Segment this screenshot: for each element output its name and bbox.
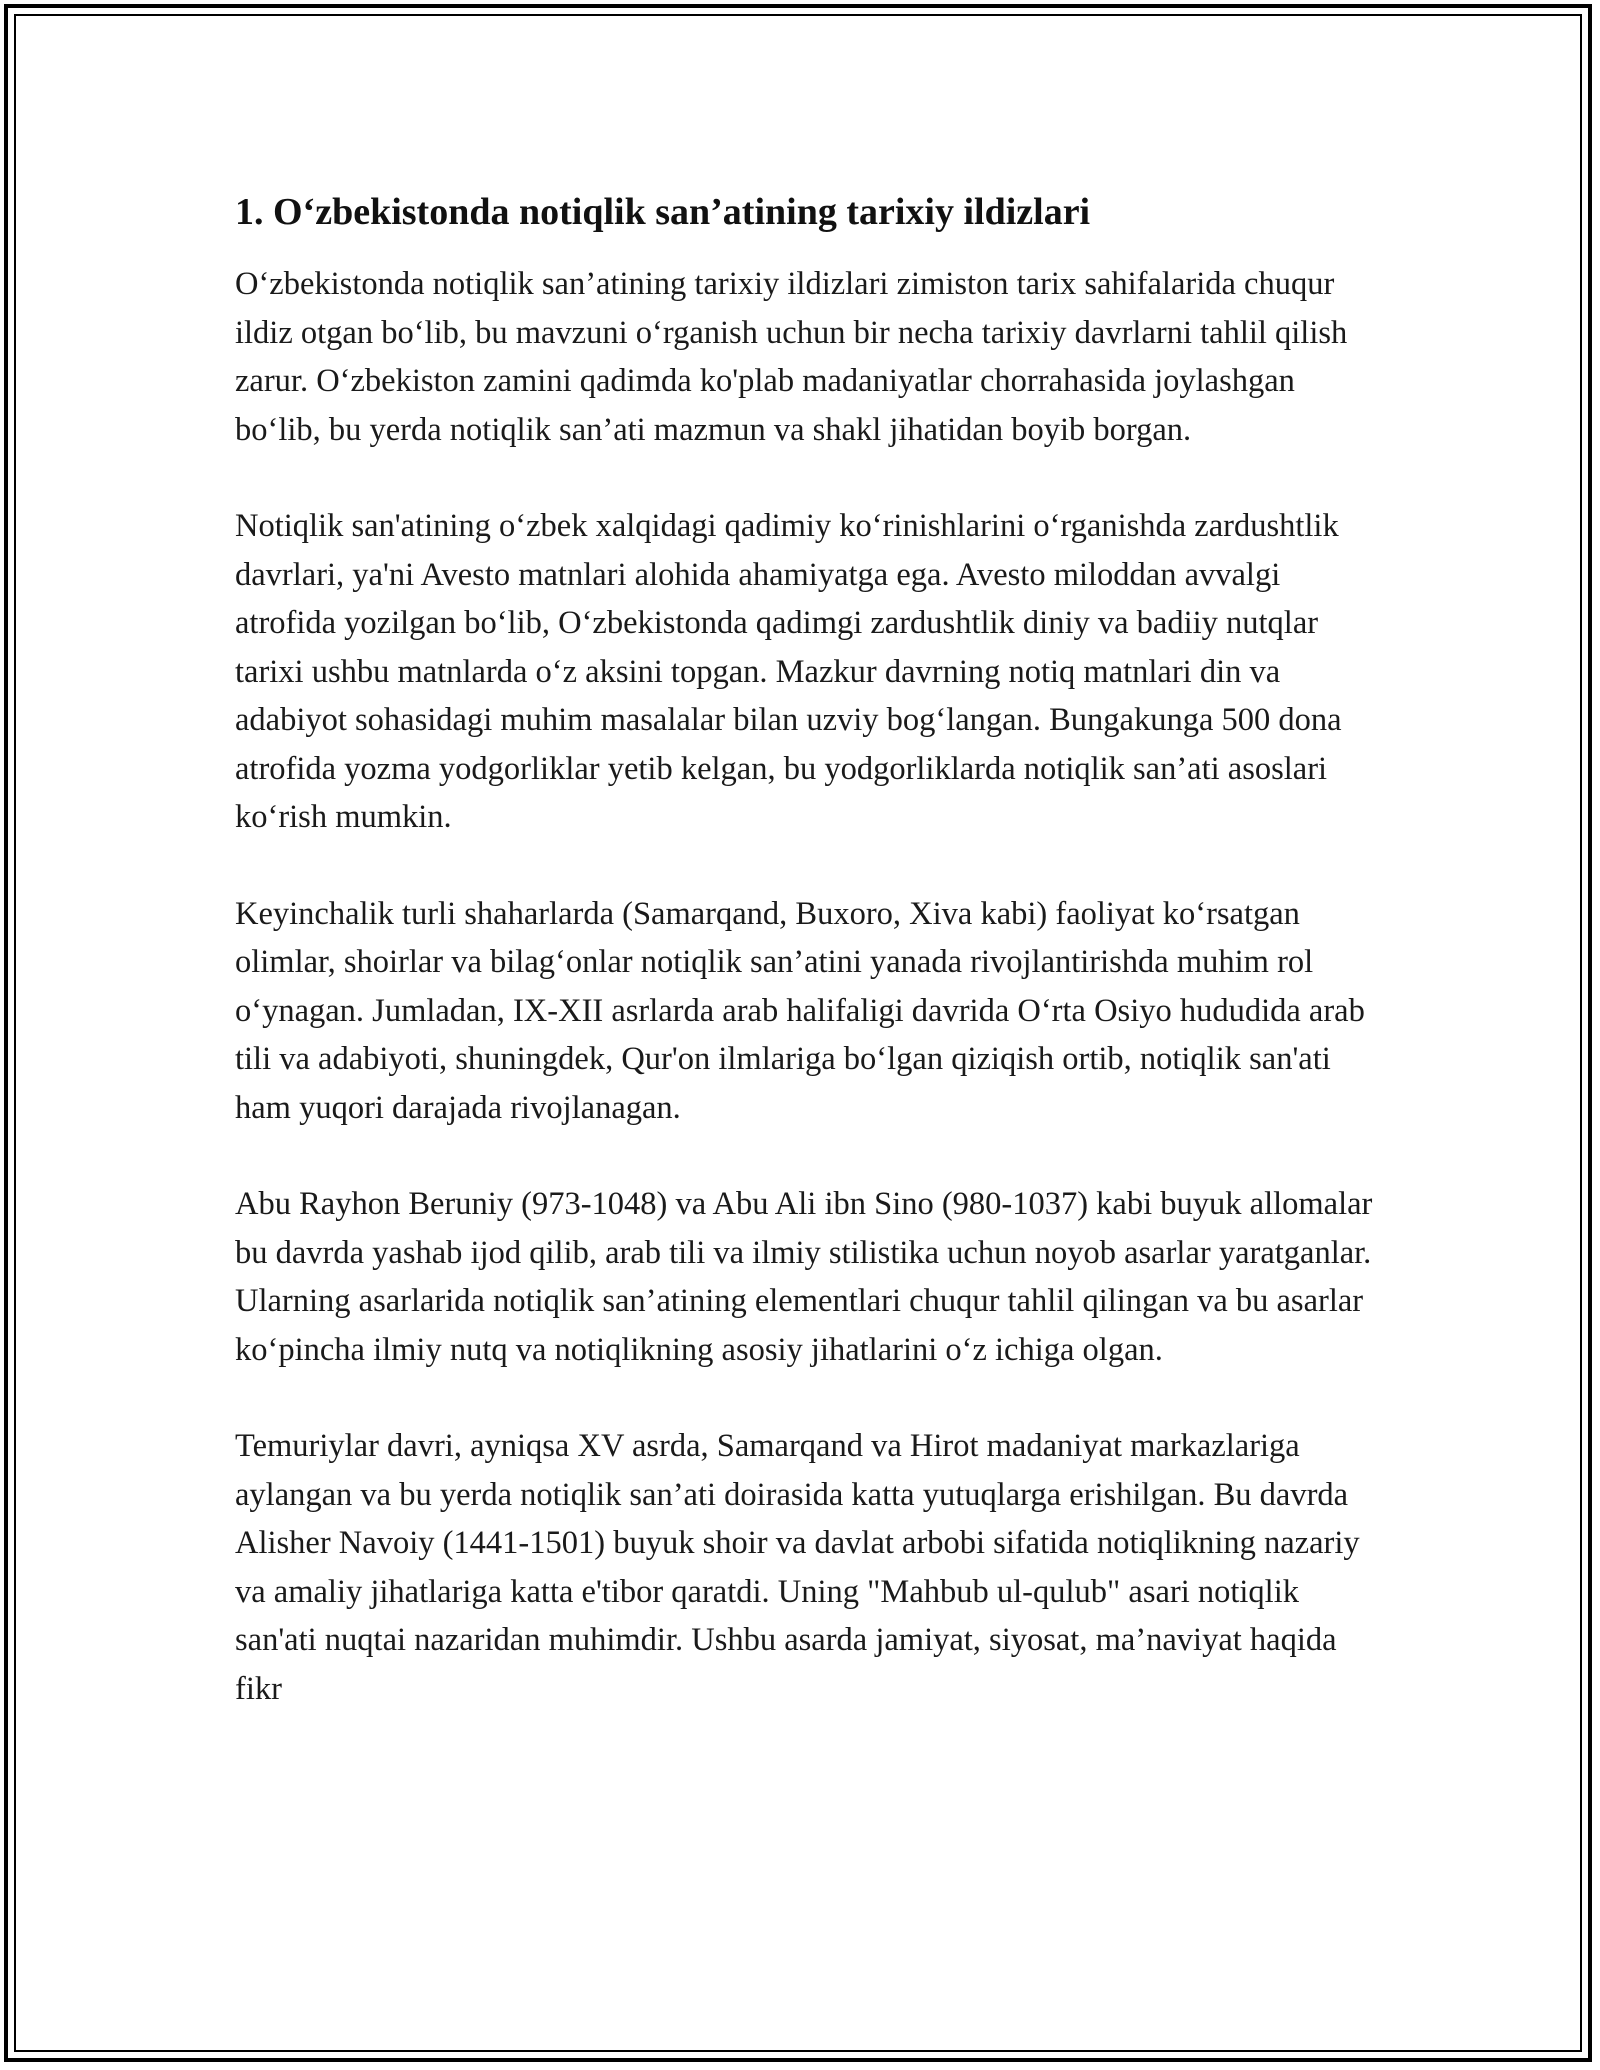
paragraph: Notiqlik san'atining o‘zbek xalqidagi qadimiy ko‘rinishlarini o‘rganishda zardushtlik davrlari, ya'ni Avesto matnlari alohida ahamiyatga ega. Avesto miloddan avvalgi atrofida yozilgan bo‘lib, O‘zbekistonda qadimgi zardushtlik diniy va badiiy nutqlar tarixi ushbu matnlarda o‘z aksini topgan. Mazkur davrning notiq matnlari din va adabiyot sohasidagi muhim masalalar bilan uzviy bog‘langan. Bungakunga 500 dona atrofida yozma yodgorliklar yetib kelgan, bu yodgorliklarda notiqlik san’ati asoslari ko‘rish mumkin. (235, 508, 1342, 835)
section-heading: 1. O‘zbekistonda notiqlik san’atining tarixiy ildizlari (235, 191, 1091, 233)
paragraph: Temuriylar davri, ayniqsa XV asrda, Samarqand va Hirot madaniyat markazlariga aylangan va bu yerda notiqlik san’ati doirasida katta yutuqlarga erishilgan. Bu davrda Alisher Navoiy (1441-1501) buyuk shoir va davlat arbobi sifatida notiqlikning nazariy va amaliy jihatlariga katta e'tibor qaratdi. Uning "Mahbub ul-qulub" asari notiqlik san'ati nuqtai nazaridan muhimdir. Ushbu asarda jamiyat, siyosat, ma’naviyat haqida fikr (235, 1428, 1360, 1707)
document-body (235, 186, 1385, 1761)
paragraph: Keyinchalik turli shaharlarda (Samarqand, Buxoro, Xiva kabi) faoliyat ko‘rsatgan olimlar, shoirlar va bilag‘onlar notiqlik san’atini yanada rivojlantirishda muhim rol o‘ynagan. Jumladan, IX-XII asrlarda arab halifaligi davrida O‘rta Osiyo hududida arab tili va adabiyoti, shuningdek, Qur'on ilmlariga bo‘lgan qiziqish ortib, notiqlik san'ati ham yuqori darajada rivojlanagan. (235, 895, 1365, 1126)
paragraph: O‘zbekistonda notiqlik san’atining tarixiy ildizlari zimiston tarix sahifalarida chuqur ildiz otgan bo‘lib, bu mavzuni o‘rganish uchun bir necha tarixiy davrlarni tahlil qilish zarur. O‘zbekiston zamini qadimda ko'plab madaniyatlar chorrahasida joylashgan bo‘lib, bu yerda notiqlik san’ati mazmun va shakl jihatidan boyib borgan. (235, 266, 1348, 448)
paragraph: Abu Rayhon Beruniy (973-1048) va Abu Ali ibn Sino (980-1037) kabi buyuk allomalar bu davrda yashab ijod qilib, arab tili va ilmiy stilistika uchun noyob asarlar yaratganlar. Ularning asarlarida notiqlik san’atining elementlari chuqur tahlil qilingan va bu asarlar ko‘pincha ilmiy nutq va notiqlikning asosiy jihatlarini o‘z ichiga olgan. (235, 1186, 1373, 1368)
